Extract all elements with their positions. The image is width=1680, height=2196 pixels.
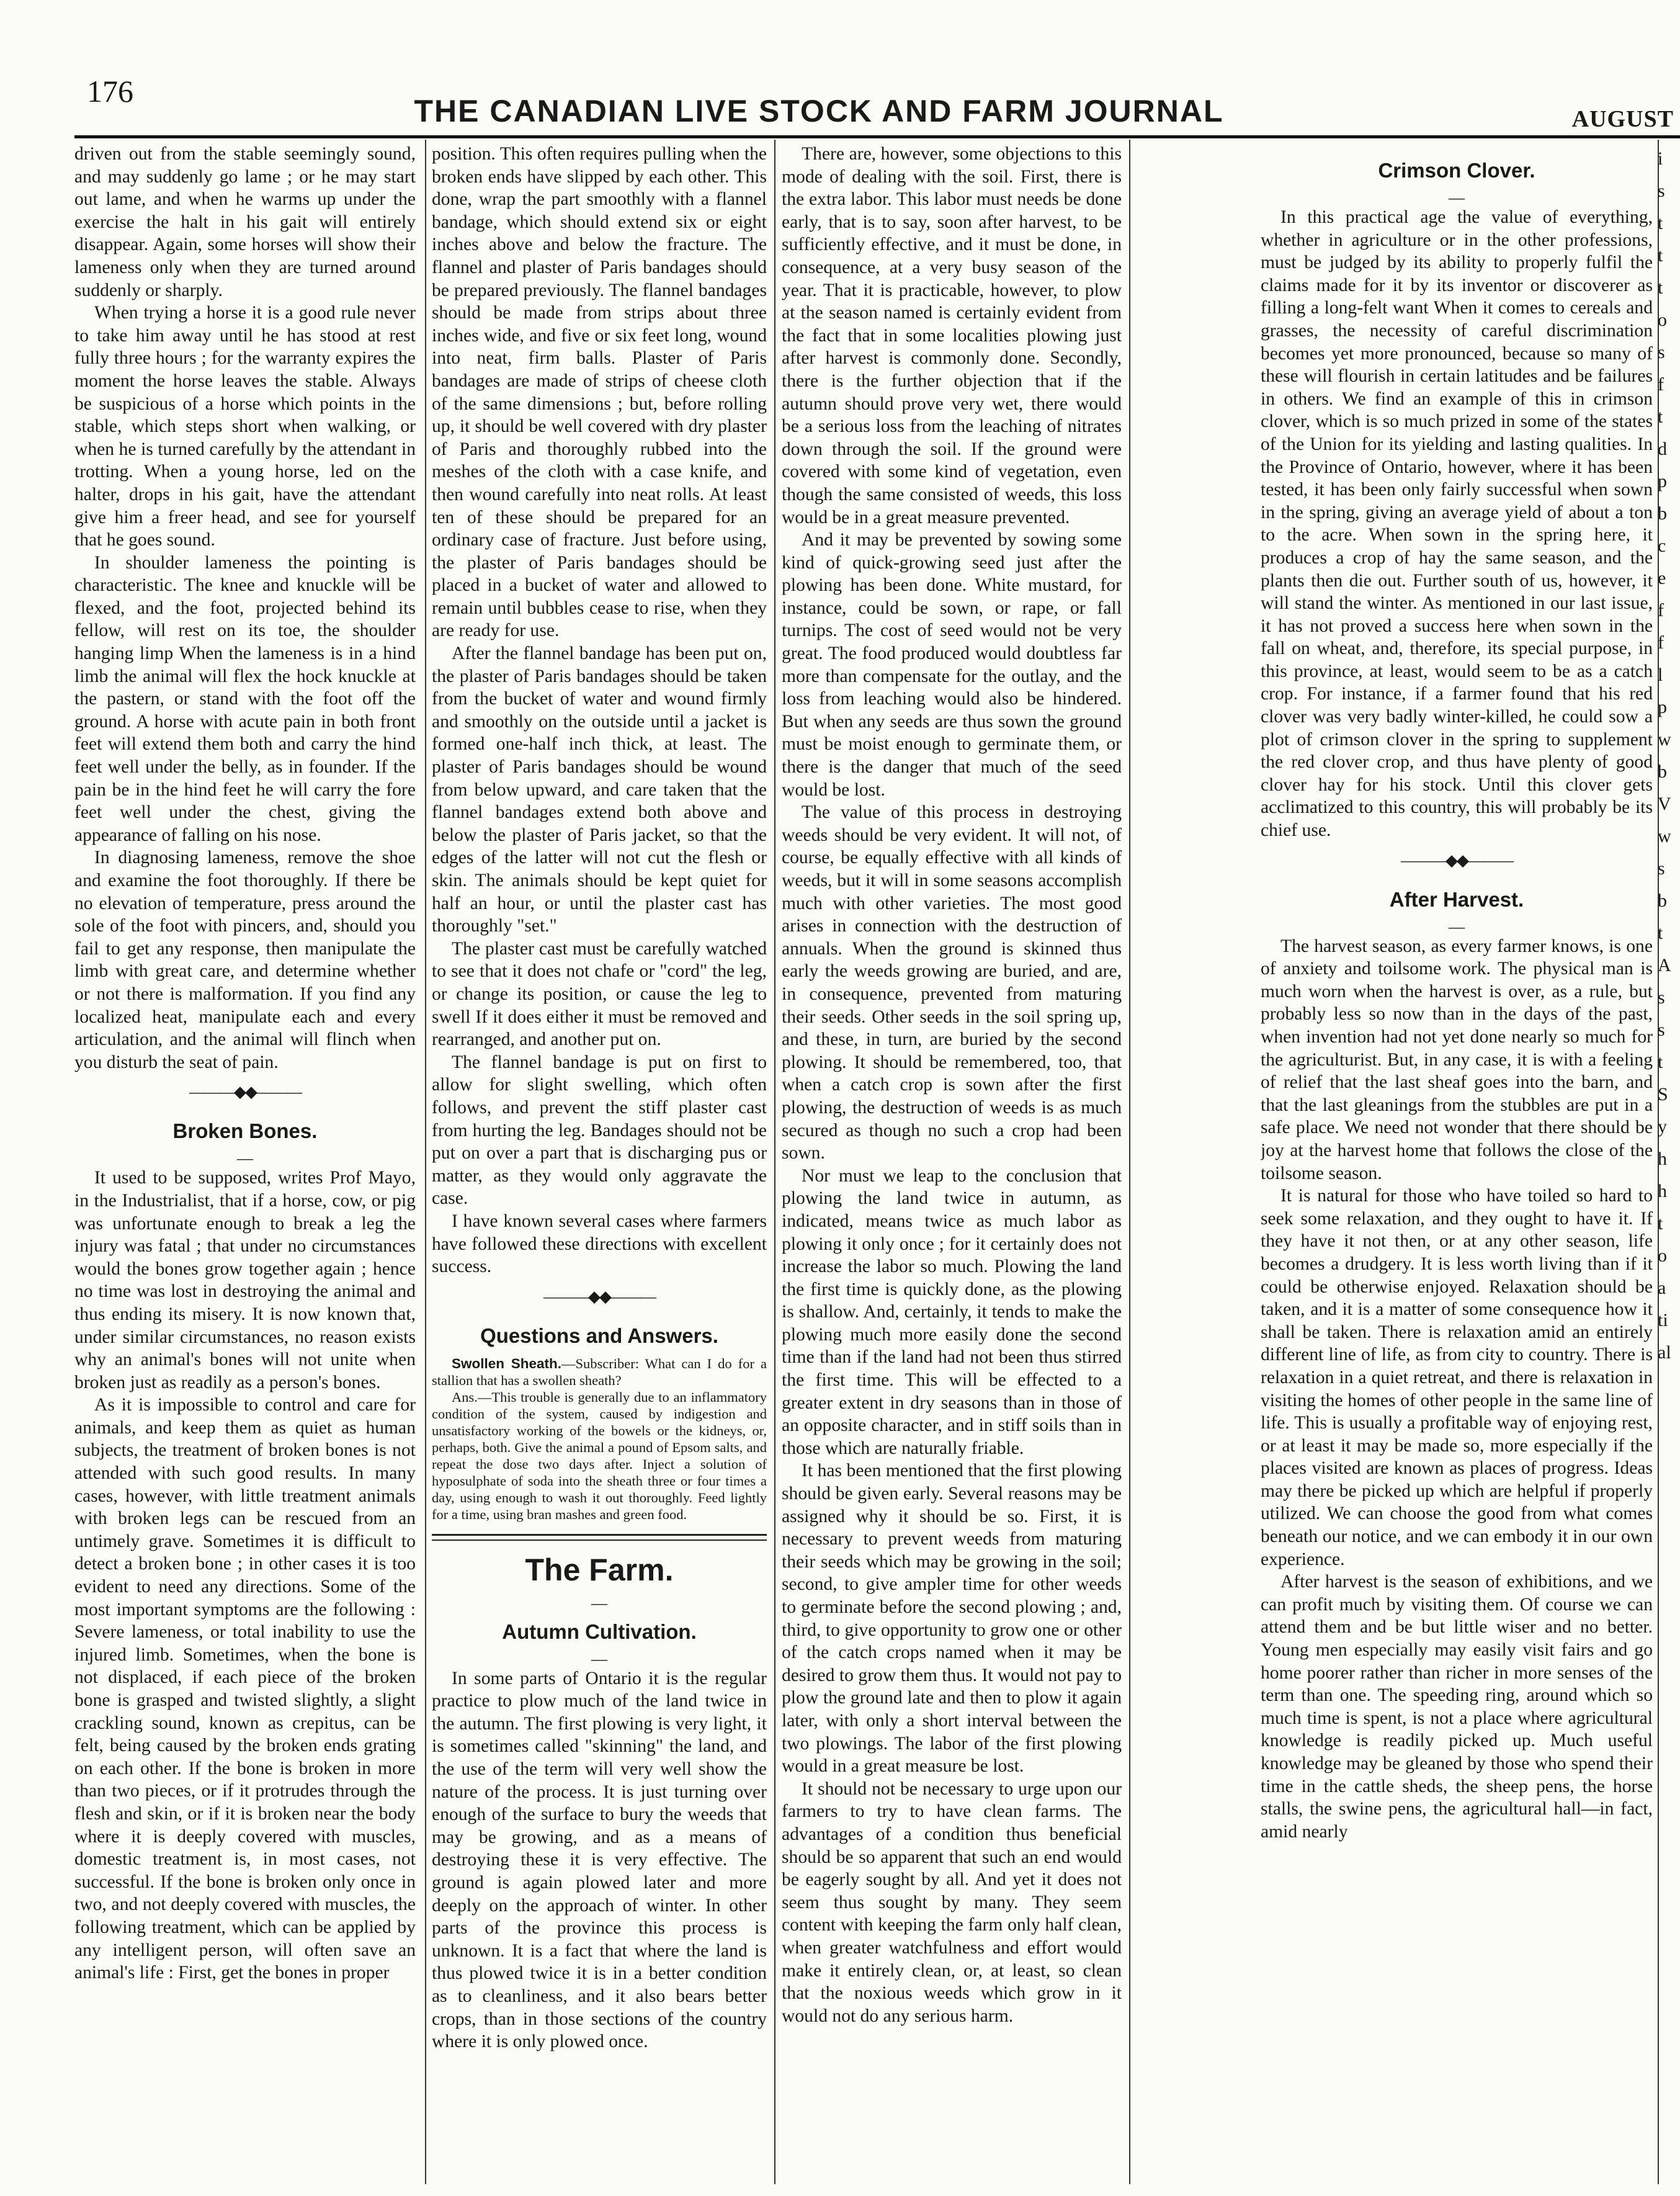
section-ornament: ———◆◆——— xyxy=(1401,851,1512,869)
column-rule xyxy=(1129,140,1130,2184)
question-label: Swollen Sheath. xyxy=(452,1355,561,1371)
article-heading-questions-answers: Questions and Answers. xyxy=(480,1324,718,1347)
heading-dash: — xyxy=(591,1593,607,1612)
paragraph: There are, however, some objections to this mode of dealing with the soil. First, there is the extra labor. This labor must needs be done early, that is to say, soon after harvest, to be sufficiently effective, and it must be done, in consequence, at a very busy season of the year. That it is practicable, however, to plow at the season named is certainly evident from the fact that in some localities plowing just after harvest is commonly done. Secondly, there is the further objection that if the autumn should prove very wet, there would be a serious loss from the leaching of nitrates down through the soil. If the ground were covered with some kind of vegetation, even though the same consisted of weeds, this loss would be in a great measure prevented. xyxy=(782,144,1122,527)
paragraph: In shoulder lameness the pointing is characteristic. The knee and knuckle will be flexed, and the foot, projected behind its fellow, will rest on its toe, the shoulder hanging limp When the lameness is in a hind limb the animal will flex the hock knuckle at the pastern, or stand with the foot off the ground. A horse with acute pain in both front feet will extend them both and carry the hind feet well under the belly, as in founder. If the pain be in the hind feet he will carry the fore feet well under the chest, giving the appearance of falling on his nose. xyxy=(74,552,416,845)
edge-fragment: f xyxy=(1658,374,1664,395)
heading-dash: — xyxy=(1449,917,1465,936)
edge-fragment: S xyxy=(1658,1084,1668,1105)
paragraph: It should not be necessary to urge upon our farmers to try to have clean farms. The advantages of a condition thus beneficial should be so apparent that such an end would be eagerly sought by all. And yet it does not seem thus sought by many. They seem content with keeping the farm only half clean, when greater watchfulness and effort would make it entirely clean, or, at least, so clean that the noxious weeds which grow in it would not do any serious harm. xyxy=(782,1778,1122,2026)
column-4 xyxy=(1261,143,1653,2184)
paragraph: In some parts of Ontario it is the regular practice to plow much of the land twice in the autumn. The first plowing is very light, it is sometimes called "skinning" the land, and the use of the term will very well show the nature of the process. It is just turning over enough of the surface to bury the weeds that may be growing, and as a means of destroying these it is very effective. The ground is again plowed later and more deeply on the approach of winter. In other parts of the province this process is unknown. It is a fact that where the land is thus plowed twice it is in a better condition as to cleanliness, and it also bears better crops, than in those sections of the country where it is only plowed once. xyxy=(432,1668,767,2052)
article-heading-broken-bones: Broken Bones. xyxy=(172,1119,318,1143)
edge-fragment: o xyxy=(1658,1245,1667,1266)
edge-fragment: f xyxy=(1658,600,1664,621)
paragraph: After the flannel bandage has been put on, the plaster of Paris bandages should be taken from the bucket of water and wound firmly and smoothly on the outside until a jacket is formed one-half inch thick, at least. The plaster of Paris bandages should be wound from below upward, and care taken that the flannel bandages extend both above and below the plaster of Paris jacket, so that the edges of the latter will not cut the flesh or skin. The animals should be kept quiet for half an hour, or until the plaster cast has thoroughly "set." xyxy=(432,643,767,936)
paragraph: After harvest is the season of exhibitions, and we can profit much by visiting them. Of course we can attend them and be but little wiser and no better. Young men especially may easily visit fairs and go home poorer rather than richer in more senses of the term than one. The speeding ring, around which so much time is spent, is not a place where agricultural knowledge is readily picked up. Much useful knowledge may be gleaned by those who spend their time in the cattle sheds, the sheep pens, the horse stalls, the swine pens, the agricultural hall—in fact, amid nearly xyxy=(1261,1572,1653,1842)
journal-title: THE CANADIAN LIVE STOCK AND FARM JOURNAL xyxy=(414,94,1224,128)
edge-fragment: f xyxy=(1658,632,1664,653)
heading-dash: — xyxy=(237,1149,253,1168)
edge-fragment: h xyxy=(1658,1149,1667,1169)
edge-fragment: d xyxy=(1658,439,1667,459)
edge-fragment: s xyxy=(1658,987,1665,1008)
column-2 xyxy=(432,143,767,2184)
section-ornament: ———◆◆——— xyxy=(189,1083,301,1101)
paragraph: position. This often requires pulling when the broken ends have slipped by each other. This done, wrap the part smoothly with a flannel bandage, which should extend six or eight inches above and below the fracture. The flannel and plaster of Paris bandages should be prepared previously. The flannel bandages should be made from strips about three inches wide, and five or six feet long, wound into neat, firm balls. Plaster of Paris bandages are made of strips of cheese cloth of the same dimensions ; but, before rolling up, it should be well covered with dry plaster of Paris and thoroughly rubbed into the meshes of the cloth with a case knife, and then wound carefully into neat rolls. At least ten of these should be prepared for an ordinary case of fracture. Just before using, the plaster of Paris bandages should be placed in a bucket of water and allowed to remain until bubbles cease to rise, when they are ready for use. xyxy=(432,144,767,641)
question xyxy=(432,1355,767,1389)
edge-fragment: y xyxy=(1658,1116,1667,1137)
edge-fragment: h xyxy=(1658,1181,1667,1201)
header-rule xyxy=(74,135,1680,138)
edge-fragment: e xyxy=(1658,568,1666,588)
paragraph: The harvest season, as every farmer knows, is one of anxiety and toilsome work. The physical man is much worn when the harvest is over, as a rule, but probably less so now than in the days of the past, when invention had not yet done nearly so much for the agriculturist. But, in any case, it is with a feeling of relief that the last sheaf goes into the barn, and that the last gleanings from the stubbles are put in a safe place. We need not wonder that there should be joy at the harvest home that follows the close of the toilsome season. xyxy=(1261,936,1653,1183)
edge-fragment: t xyxy=(1658,245,1663,266)
paragraph: It is natural for those who have toiled so hard to seek some relaxation, and they ought to have it. If they have it not then, or at any other season, life becomes a drudgery. It is less worth living than if it could be otherwise enjoyed. Relaxation should be taken, and it is a matter of some consequence how it shall be taken. There is relaxation amid an entirely different line of life, as from city to country. There is relaxation in a quiet retreat, and there is relaxation in visiting the homes of other people in the same line of life. This is usually a profitable way of enjoying rest, or at least it may be made so, more especially if the places visited are known as places of progress. Ideas may there be picked up which are helpful if properly utilized. We can choose the good from what comes beneath our notice, and we can embody it in our own experience. xyxy=(1261,1186,1653,1569)
edge-fragment: al xyxy=(1658,1342,1671,1363)
edge-fragment: p xyxy=(1658,471,1667,491)
adjacent-page-edge xyxy=(1658,143,1680,2184)
article-heading-after-harvest: After Harvest. xyxy=(1389,887,1524,911)
paragraph: When trying a horse it is a good rule never to take him away until he has stood at rest fully three hours ; for the warranty expires the moment the horse leaves the stable. Always be suspicious of a horse which points in the stable, which steps short when walking, or when he is turned carefully by the attendant in trotting. When a young horse, led on the halter, drops in his gait, have the attendant give him a freer head, and see for yourself that he goes sound. xyxy=(74,303,416,550)
edge-fragment: w xyxy=(1658,826,1671,846)
edge-fragment: s xyxy=(1658,1020,1665,1040)
paragraph: As it is impossible to control and care for animals, and keep them as quiet as human subjects, the treatment of broken bones is not attended with such good results. In many cases, however, with little treatment animals with broken legs can be rescued from an untimely grave. Sometimes it is difficult to detect a broken bone ; in other cases it is too evident to need any directions. Some of the most important symptoms are the following : Severe lameness, or total inability to use the injured limb. Sometimes, when the bone is not displaced, if each piece of the broken bone is grasped and twisted slightly, a slight crackling sound, known as crepitus, can be felt, being caused by the broken ends grating on each other. If the bone is broken in more than two pieces, or if it protrudes through the flesh and skin, or if it is broken near the body where it is deeply covered with muscles, domestic treatment is, in most cases, not successful. If the bone is broken only once in two, and not deeply covered with muscles, the following treatment, which can be applied by any intelligent person, will often save an animal's life : First, get the bones in proper xyxy=(74,1395,416,1983)
edge-fragment: t xyxy=(1658,406,1663,427)
paragraph: Nor must we leap to the conclusion that plowing the land twice in autumn, as indicated, means twice as much labor as plowing it only once ; for it certainly does not increase the labor so much. Plowing the land the first time is quickly done, as the plowing is shallow. And, certainly, it tends to make the plowing much more easily done the second time than if the land had not been thus stirred the first time. This will be effected to a greater extent in dry seasons than in those of an opposite character, and in stiff soils than in those which are naturally friable. xyxy=(782,1165,1122,1458)
edge-fragment: b xyxy=(1658,890,1667,911)
paragraph: I have known several cases where farmers have followed these directions with excellent success. xyxy=(432,1211,767,1277)
paragraph: driven out from the stable seemingly sound, and may suddenly go lame ; or he may start out lame, and when he warms up under the exercise the halt in his gait will entirely disappear. Again, some horses will show their lameness only when they are turned around suddenly or sharply. xyxy=(74,144,416,300)
paragraph: The flannel bandage is put on first to allow for slight swelling, which often follows, and prevent the stiff plaster cast from hurting the leg. Bandages should not be put on over a part that is discharging pus or matter, as they would only aggravate the case. xyxy=(432,1052,767,1209)
edge-fragment: b xyxy=(1658,761,1667,782)
section-heading-the-farm: The Farm. xyxy=(525,1552,674,1587)
edge-fragment: o xyxy=(1658,310,1667,330)
edge-fragment: c xyxy=(1658,536,1666,556)
edge-fragment: s xyxy=(1658,181,1665,201)
paragraph: And it may be prevented by sowing some kind of quick-growing seed just after the plowing has been done. White mustard, for instance, could be sown, or rape, or fall turnips. The cost of seed would not be very great. The food produced would doubtless far more than compensate for the outlay, and the loss from leaching would also be hindered. But when any seeds are thus sown the ground must be moist enough to germinate them, or there is the danger that much of the seed would be lost. xyxy=(782,530,1122,800)
edge-fragment: t xyxy=(1658,1213,1663,1234)
edge-fragment: t xyxy=(1658,1052,1663,1072)
edge-fragment: w xyxy=(1658,729,1671,750)
edge-fragment: i xyxy=(1658,148,1663,169)
edge-fragment: t xyxy=(1658,277,1663,298)
paragraph: In this practical age the value of everything, whether in agriculture or in the other professions, must be judged by its ability to properly fulfil the claims made for it by its inventor or discoverer as filling a long-felt want When it comes to cereals and grasses, the necessity of careful discrimination becomes yet more pronounced, because so many of these will flourish in certain latitudes and be failures in others. We find an example of this in crimson clover, which is so much prized in some of the states of the Union for its yielding and lasting qualities. In the Province of Ontario, however, where it has been tested, it has been only fairly successful when sown in the spring, giving an average yield of about a ton to the acre. When sown in the spring here, it produces a crop of hay the same season, and the plants then die out. Further south of us, however, it will stand the winter. As mentioned in our last issue, it has not proved a success here when sown in the fall on wheat, and, therefore, its special purpose, in this province, at least, would seem to be as a catch crop. For instance, if a farmer found that his red clover was very badly winter-killed, he could sow a plot of crimson clover in the spring to supplement the red clover crop, and thus have plenty of good clover hay for his stock. Until this clover gets acclimatized to this country, this will probably be its chief use. xyxy=(1261,207,1653,841)
edge-fragment: t xyxy=(1658,923,1663,943)
paragraph: The plaster cast must be carefully watched to see that it does not chafe or "cord" the leg, or change its position, or cause the leg to swell If it does either it must be removed and rearranged, and another put on. xyxy=(432,938,767,1050)
edge-fragment: t xyxy=(1658,213,1663,233)
edge-fragment: a xyxy=(1658,1278,1666,1298)
edge-fragment: s xyxy=(1658,342,1665,362)
edge-fragment: s xyxy=(1658,858,1665,879)
edge-fragment: b xyxy=(1658,503,1667,524)
heading-dash: — xyxy=(591,1649,607,1668)
paragraph: The value of this process in destroying weeds should be very evident. It will not, of course, be equally effective with all kinds of weeds, but it will in some seasons accomplish much with other varieties. The most good arises in connection with the destruction of annuals. When the ground is skinned thus early the weeds growing are buried, and are, in consequence, prevented from maturing their seeds. Other seeds in the soil spring up, and these, in turn, are buried by the second plowing. It should be remembered, too, that when a catch crop is sown after the first plowing, the destruction of weeds is as much secured as though no such a crop had been sown. xyxy=(782,802,1122,1163)
edge-fragment: l xyxy=(1658,665,1663,685)
edge-fragment: V xyxy=(1658,794,1671,814)
column-1 xyxy=(74,143,416,2184)
question-text: —Subscriber: What can I do for a stallion that has a swollen sheath? xyxy=(432,1355,767,1388)
column-rule xyxy=(774,140,775,2184)
page-number: 176 xyxy=(87,74,133,109)
article-heading-autumn-cultivation: Autumn Cultivation. xyxy=(502,1620,697,1643)
answer: Ans.—This trouble is generally due to an inflammatory condition of the system, caused by indigestion and unsatisfactory working of the bowels or the kidneys, or, perhaps, both. Give the animal a pound of Epsom salts, and repeat the dose two days after. Inject a solution of hyposulphate of soda into the sheath three or four times a day, using enough to wash it out thoroughly. Feed lightly for a time, using bran mashes and green food. xyxy=(432,1389,767,1522)
edge-fragment: ti xyxy=(1658,1310,1668,1330)
section-rule xyxy=(432,1534,767,1541)
paragraph: It used to be supposed, writes Prof Mayo, in the Industrialist, that if a horse, cow, or pig was unfortunate enough to break a leg the injury was fatal ; that under no circumstances would the bones grow together again ; hence no time was lost in destroying the animal and thus ending its misery. It is now known that, under similar circumstances, no reason exists why an animal's bones will not unite when broken just as readily as a person's bones. xyxy=(74,1168,416,1392)
paragraph: It has been mentioned that the first plowing should be given early. Several reasons may be assigned why it should be so. First, it is necessary to prevent weeds from maturing their seeds which may be growing in the soil; second, to give ampler time for other weeds to germinate before the second plowing ; and, third, to give opportunity to grow one or other of the catch crops named when it may be desired to grow them thus. It would not pay to plow the ground late and then to plow it again later, with only a short interval between the two plowings. The labor of the first plowing would in a great measure be lost. xyxy=(782,1461,1122,1777)
masthead xyxy=(0,0,1680,137)
section-ornament: ———◆◆——— xyxy=(543,1287,655,1306)
edge-fragment: p xyxy=(1658,697,1667,717)
heading-dash: — xyxy=(1449,189,1465,207)
article-heading-crimson-clover: Crimson Clover. xyxy=(1378,159,1535,182)
edge-fragment: A xyxy=(1658,955,1671,975)
paragraph: In diagnosing lameness, remove the shoe and examine the foot thoroughly. If there be no elevation of temperature, press around the sole of the foot with pincers, and, should you fail to get any response, then manipulate the limb with great care, and determine whether or not there is malformation. If you find any localized heat, manipulate each and every articulation, and the animal will flinch when you disturb the seat of pain. xyxy=(74,848,416,1072)
issue-month: AUGUST xyxy=(1571,106,1674,132)
column-3 xyxy=(782,143,1122,2184)
column-rule xyxy=(425,140,426,2184)
